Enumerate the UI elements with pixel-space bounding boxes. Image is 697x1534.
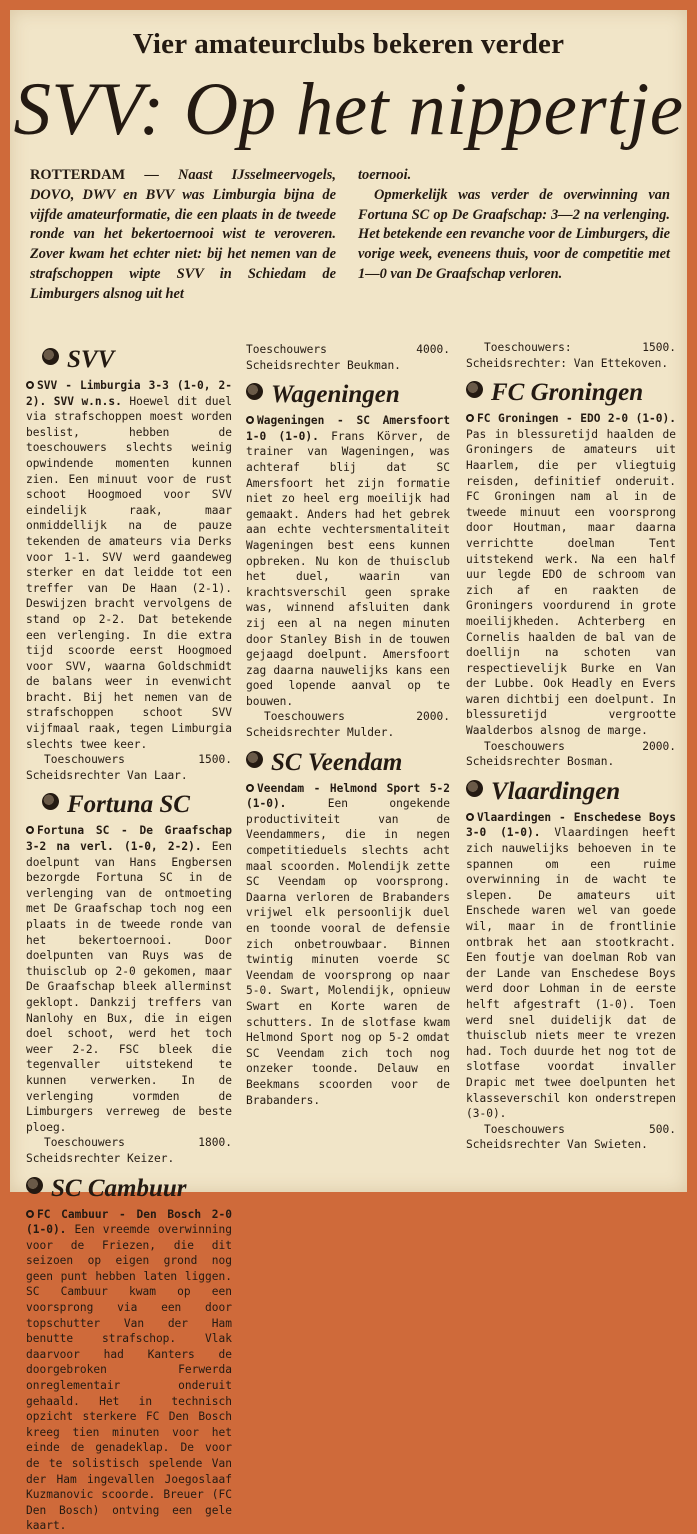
bullet-icon bbox=[26, 826, 34, 834]
match-footer-veendam: Toeschouwers: 1500. Scheidsrechter: Van Ettekoven. bbox=[466, 341, 676, 370]
column-1 bbox=[26, 342, 232, 1534]
bullet-icon bbox=[26, 381, 34, 389]
section-heading-wageningen: Wageningen bbox=[246, 379, 450, 411]
section-heading-vlaardingen: Vlaardingen bbox=[466, 776, 676, 808]
newspaper-clipping bbox=[10, 10, 687, 1533]
section-heading-svv: SVV bbox=[26, 344, 232, 376]
bullet-icon bbox=[26, 1177, 43, 1194]
bullet-icon bbox=[42, 793, 59, 810]
match-report-svv: SVV - Limburgia 3-3 (1-0, 2-2). SVV w.n.s. Hoewel dit duel via strafschoppen moest worden beslist, hebben de toeschouwers slechts weinig opwindende momenten kunnen zien. Een minuut voor de rust schoot Hoogmoed voor SVV eindelijk raak, maar onmiddellijk na de pauze tekenden de amateurs via Derks voor 1-1. SVV werd gaandeweg sterker en dat leidde tot een treffer van De Haan (2-1). Deswijzen bracht vervolgens de stand op 2-2. Dat betekende een verlenging. In die extra tijd scoorde eerst Hoogmoed voor SVV, waarna Goldschmidt de balans weer in evenwicht bracht. Bij het nemen van de strafschoppen schoot SVV vijfmaal raak, tegen Limburgia slechts twee keer. bbox=[26, 379, 232, 751]
bullet-icon bbox=[466, 813, 474, 821]
match-report-vlaardingen: Vlaardingen - Enschedese Boys 3-0 (1-0). Vlaardingen heeft zich nauwelijks behoeven in te spannen om een ruime overwinning in de wacht te slepen. De amateurs uit Enschede waren wel van goede wil, maar in de frontlinie ontbrak het aan stootkracht. Een foutje van doelman Rob van der Lande van Enschedese Boys werd door Lohman in de eerste helft afgestraft (1-0). Toen werd snel duidelijk dat de thuisclub niets meer te vrezen had. Toch duurde het nog tot de slotfase voordat invaller Drapic met twee doelpunten het klasseverschil kon onderstrepen (3-0). bbox=[466, 810, 676, 1121]
match-report-wageningen: Wageningen - SC Amersfoort 1-0 (1-0). Frans Körver, de trainer van Wageningen, was achteraf blij dat SC Amersfoort het zijn formatie niet zo heel erg moeilijk had gemaakt. Anders had het gebrek aan echte vechtersmentaliteit Wageningen best eens kunnen opbreken. Nu kon de thuisclub het duel, waarin van krachtsverschil geen sprake was, winnend afsluiten dank zij een al na negen minuten door Stanley Bish in de touwen gejaagd doelpunt. Amersfoort zag daarna nauwelijks kans een goed lopende aanval op te bouwen. bbox=[246, 414, 450, 708]
column-2 bbox=[246, 342, 450, 1108]
intro-text-right-1: toernooi. bbox=[358, 167, 412, 183]
bullet-icon bbox=[246, 416, 254, 424]
bullet-icon bbox=[466, 780, 483, 797]
match-footer-cambuur: Toeschouwers 4000. Scheidsrechter Beukman. bbox=[246, 343, 450, 372]
kicker-headline: Vier amateurclubs bekeren verder bbox=[132, 28, 565, 60]
bullet-icon bbox=[246, 383, 263, 400]
match-report-cambuur: FC Cambuur - Den Bosch 2-0 (1-0). Een vreemde overwinning voor de Friezen, die dit seizoen op eigen grond nog geen punt hebben laten liggen. SC Cambuur kwam op een voorsprong via een door topschutter Van der Ham benutte strafschop. Vlak daarvoor had Kanters de doorgebroken Ferwerda onreglementair onderuit gehaald. Het in technisch opzicht sterkere FC Den Bosch kreeg tien minuten voor het einde de genadeklap. De voor de te solistisch spelende Van der Ham ingevallen Joegoslaaf Kuzmanovic scoorde. Breuer (FC Den Bosch) ontving een gele kaart. bbox=[26, 1207, 232, 1533]
match-report-groningen: FC Groningen - EDO 2-0 (1-0). Pas in blessuretijd haalden de Groningers de amateurs uit Haarlem, die per vliegtuig reisden, definitief onderuit. FC Groningen nam al in de tweede minuut een voorsprong door Houtman, maar daarna verrichtte doelman Tent uitstekend werk. Na een half uur legde EDO de schroom van zich af en raakten de Groningers voordurend in grote moeilijkheden. Achterberg en Cornelis haalden de bal van de doellijn na schoten van respectievelijk Burke en Van der Lubbe. Ook Headly en Evers waren dichtbij een doelpunt. In blessuretijd vergrootte Waalderbos alsnog de marge. bbox=[466, 412, 676, 738]
intro-text-right-2: Opmerkelijk was verder de overwinning van Fortuna SC op De Graafschap: 3—2 na verlenging. Het betekende een revanche voor de Limburgers, die vorige week, eveneens thuis, voor de competitie met 1—0 van De Graafschap verloren. bbox=[358, 186, 670, 282]
match-footer-groningen: Toeschouwers 2000. Scheidsrechter Bosman. bbox=[466, 739, 676, 769]
bullet-icon bbox=[42, 348, 59, 365]
dateline: ROTTERDAM — bbox=[30, 167, 159, 183]
match-footer-vlaardingen: Toeschouwers 500. Scheidsrechter Van Swieten. bbox=[466, 1122, 676, 1152]
bullet-icon bbox=[246, 784, 254, 792]
bullet-icon bbox=[26, 1210, 34, 1218]
intro-left bbox=[30, 166, 336, 305]
match-report-fortuna: Fortuna SC - De Graafschap 3-2 na verl. (1-0, 2-2). Een doelpunt van Hans Engbersen bezorgde Fortuna SC in de verlenging van de ontmoeting met De Graafschap toch nog een plaats in de tweede ronde van het bekertoernooi. Door doelpunten van Ruys was de thuisclub op 2-0 gekomen, maar De Graafschap bleek allerminst geklopt. Dankzij treffers van Nanlohy en Bux, die in eigen doel schoot, werd het toch weer 2-2. FSC bleek die tegenvaller uitstekend te kunnen verwerken. In de verlenging vormden de Limburgers verreweg de beste ploeg. bbox=[26, 824, 232, 1134]
section-heading-fortuna: Fortuna SC bbox=[26, 789, 232, 821]
section-heading-cambuur: SC Cambuur bbox=[26, 1173, 232, 1205]
section-heading-groningen: FC Groningen bbox=[466, 377, 676, 409]
match-footer-fortuna: Toeschouwers 1800. Scheidsrechter Keizer. bbox=[26, 1136, 232, 1165]
intro-right bbox=[358, 166, 670, 285]
match-footer-wageningen: Toeschouwers 2000. Scheidsrechter Mulder. bbox=[246, 710, 450, 740]
bullet-icon bbox=[246, 751, 263, 768]
column-3 bbox=[466, 340, 676, 1153]
section-heading-veendam: SC Veendam bbox=[246, 747, 450, 779]
match-report-veendam: Veendam - Helmond Sport 5-2 (1-0). Een ongekende productiviteit van de Veendammers, die in negen competitieduels slechts acht maal scoorden. Molendijk zette SC Veendam op voorsprong. Daarna verloren de Brabanders vrijwel elk persoonlijk duel en toonde vooral de defensie zich onbetrouwbaar. Binnen twintig minuten voerde SC Veendam de voorsprong op naar 5-0. Swart, Molendijk, opnieuw Swart en Korte waren de schutters. In de slotfase kwam Helmond Sport nog op 5-2 omdat SC Veendam zich toch nog onzeker toonde. Delauw en Beekmans scoorden voor de Brabanders. bbox=[246, 781, 450, 1107]
intro-text-left: Naast IJsselmeervogels, DOVO, DWV en BVV was Limburgia bijna de vijfde amateurformatie, die een plaats in de tweede ronde van het bekertoernooi wist te veroveren. Zover kwam het echter niet: bij het nemen van de strafschoppen wipte SVV in Schiedam de Limburgers alsnog uit het bbox=[30, 167, 336, 302]
bullet-icon bbox=[466, 381, 483, 398]
match-footer-svv: Toeschouwers 1500. Scheidsrechter Van Laar. bbox=[26, 753, 232, 782]
main-headline: SVV: Op het nippertje bbox=[13, 68, 684, 151]
bullet-icon bbox=[466, 414, 474, 422]
